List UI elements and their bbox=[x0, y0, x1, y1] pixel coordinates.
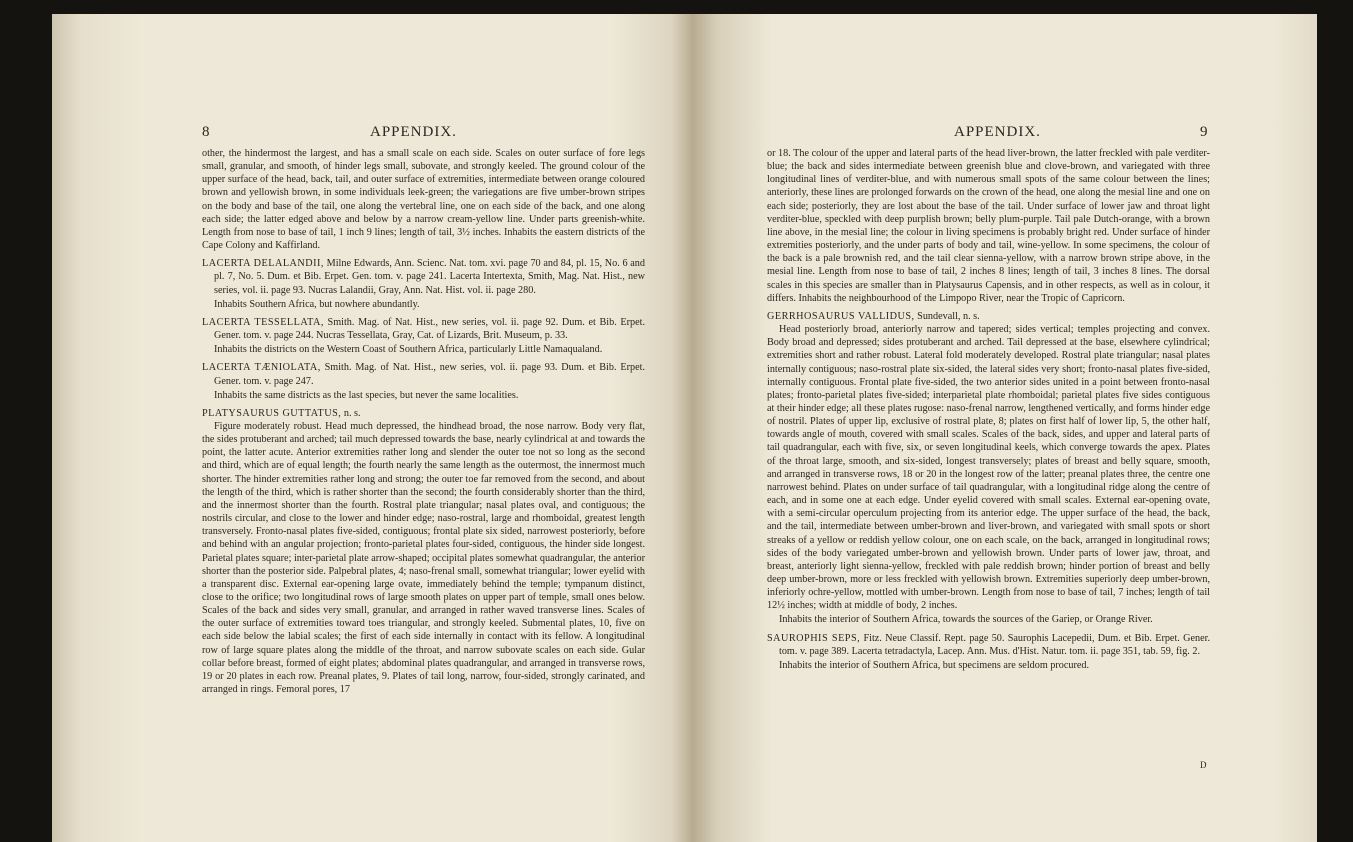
paragraph: or 18. The colour of the upper and lateral parts of the head liver-brown, the latter freckled with pale verditer-blue; the back and sides intermediate between greenish blue and clove-brown, and variegated with three longitudinal lines of verditer-blue, and with numerous small spots of the same colour between the lines; anteriorly, these lines are prolonged forwards on the crown of the head, one along the mesial line and one on each side; posteriorly, they are lost about the base of the tail. Under surface of lower jaw and throat light verditer-blue, speckled with deep purplish brown; belly plum-purple. Tail pale Dutch-orange, with a brown line above, in the mesial line; the colour in living specimens is probably bright red. Under surface of hinder extremities posteriorly, and the under parts of body and tail, wine-yellow. In some specimens, the colour of the back is a pale brownish red, and the tail clear sienna-yellow, with a narrow brown stripe above, in the mesial line. Length from nose to base of tail, 2 inches 8 lines; length of tail, 3 inches 8 lines. The dorsal scales in this species are smaller than in Platysaurus Capensis, and in other respects, as well as in colour, it differs. Inhabits the neighbourhood of the Limpopo River, near the Tropic of Capricorn. bbox=[767, 148, 1210, 304]
species-name: GERRHOSAURUS VALLIDUS, bbox=[767, 310, 915, 322]
left-running-title: APPENDIX. bbox=[370, 124, 457, 140]
signature-mark: D bbox=[1200, 760, 1207, 770]
species-citation: Smith. Mag. of Nat. Hist., new series, vol. ii. page 92. Dum. et Bib. Erpet. Gener. tom. v. page 244. Nucras Tessellata, Gray, Cat. of Lizards, Brit. Museum, p. 33. bbox=[214, 316, 645, 342]
left-page-number: 8 bbox=[202, 124, 211, 140]
left-page-text bbox=[202, 147, 645, 696]
species-entry bbox=[767, 632, 1210, 658]
book-spread bbox=[52, 14, 1317, 842]
habitat-line: Inhabits the districts on the Western Coast of Southern Africa, particularly Little Namaqualand. bbox=[214, 344, 603, 356]
species-citation: Smith. Mag. of Nat. Hist., new series, vol. ii. page 93. Dum. et Bib. Erpet. Gener. tom. v. page 247. bbox=[214, 362, 645, 387]
paragraph: other, the hindermost the largest, and has a small scale on each side. Scales on outer surface of fore legs small, granular, and smooth, of hinder legs small, subovate, and strongly keeled. The ground colour of the upper surface of the head, back, tail, and outer surface of extremities, intermediate between orange coloured brown and yellowish brown, in some individuals leek-green; the variegations are five umber-brown stripes on the body and base of the tail, one along the vertebral line, one on each side of the back, and one along each side; the latter edged above and below by a narrow cream-yellow line. Under parts greenish-white. Length from nose to base of tail, 1 inch 9 lines; length of tail, 3½ inches. Inhabits the eastern districts of the Cape Colony and Kaffirland. bbox=[202, 148, 645, 252]
left-page bbox=[52, 14, 692, 842]
species-entry bbox=[202, 316, 645, 342]
habitat-line: Inhabits Southern Africa, but nowhere abundantly. bbox=[214, 298, 420, 310]
right-running-title: APPENDIX. bbox=[954, 124, 1041, 140]
species-citation: Milne Edwards, Ann. Scienc. Nat. tom. xvi. page 70 and 84, pl. 15, No. 6 and pl. 7, No. 5. Dum. et Bib. Erpet. Gen. tom. v. page 241. Lacerta Intertexta, Smith, Mag. Nat. Hist., new series, vol. ii. page 93. Nucras Lalandii, Gray, Ann. Nat. Hist. vol. ii. page 280. bbox=[214, 258, 645, 296]
species-citation: n. s. bbox=[341, 407, 361, 419]
habitat-line: Inhabits the interior of Southern Africa, towards the sources of the Gariep, or Orange River. bbox=[779, 614, 1153, 626]
right-page-text bbox=[767, 147, 1210, 672]
description-paragraph: Figure moderately robust. Head much depressed, the hindhead broad, the nose narrow. Body very flat, the sides protuberant and arched; tail much depressed towards the base, nearly cylindrical at and towards the point, the latter acute. Anterior extremities rather long and slender the outer toe not so long as the second and third, which are of equal length; the fourth nearly the same length as the outermost, the innermost much shorter. The hinder extremities rather long and strong; the outer toe far removed from the second, and about the length of the third, which is rather shorter than the second; the fourth considerably shorter than the third, and the innermost shorter than the fourth. Rostral plate triangular; nasal plates oval, and contiguous; the nostrils circular, and close to the lower and hinder edge; naso-rostral, large and rhomboidal, greatest length transversely. Fronto-nasal plates five-sided, contiguous; frontal plate six sided, narrowest posteriorly, before and behind with an angular projection; fronto-parietal plates four-sided, contiguous, the hinder side longest. Parietal plates square; inter-parietal plate arrow-shaped; occipital plates somewhat quadrangular, the anterior shorter than the posterior side. Palpebral plates, 4; naso-frenal small, somewhat triangular; lower eyelid with a transparent disc. External ear-opening large ovate, immediately behind the temple; tympanum distinct, close to the orifice; two longitudinal rows of large smooth plates on upper part of temple, small ones below. Scales of the back and sides very small, granular, and arranged in rather waved transverse lines. Scales of the outer surface of extremities toward toes triangular, and strongly keeled. Submental plates, 10, five on each side below the labial scales; the first of each side internally in contact with its fellow. A longitudinal row of large square plates along the middle of the throat, and narrow subovate scales on each side. Gular collar before breast, formed of eight plates; abdominal plates quadrangular, and arranged in transverse rows, 19 or 20 plates in each row. Preanal plates, 9. Plates of tail long, narrow, four-sided, strongly carinated, and arranged in rings. Femoral pores, 17 bbox=[202, 420, 645, 696]
species-name: SAUROPHIS SEPS, bbox=[767, 632, 861, 644]
species-name: LACERTA TÆNIOLATA, bbox=[202, 362, 321, 374]
species-entry bbox=[202, 361, 645, 387]
species-name: LACERTA DELALANDII, bbox=[202, 258, 324, 270]
right-page bbox=[692, 14, 1317, 842]
species-name: LACERTA TESSELLATA, bbox=[202, 316, 324, 328]
species-citation: Fitz. Neue Classif. Rept. page 50. Saurophis Lacepedii, Dum. et Bib. Erpet. Gener. tom. v. page 389. Lacerta tetradactyla, Lacep. Ann. Mus. d'Hist. Natur. tom. ii. page 351, tab. 59, fig. 2. bbox=[779, 632, 1210, 657]
habitat-line: Inhabits the interior of Southern Africa, but specimens are seldom procured. bbox=[779, 659, 1090, 671]
species-citation: Sundevall, n. s. bbox=[914, 310, 980, 322]
species-name: PLATYSAURUS GUTTATUS, bbox=[202, 407, 342, 419]
species-entry bbox=[202, 407, 645, 420]
right-page-number: 9 bbox=[1200, 124, 1209, 140]
species-entry bbox=[202, 257, 645, 296]
habitat-line: Inhabits the same districts as the last species, but never the same localities. bbox=[214, 389, 519, 401]
species-entry bbox=[767, 310, 1210, 323]
description-paragraph: Head posteriorly broad, anteriorly narrow and tapered; sides vertical; temples projecting and convex. Body broad and depressed; sides protuberant and arched. Tail depressed at the base, elsewhere cylindrical; extremities short and rather robust. Lateral fold moderately developed. Rostral plate triangular; nasal plates internally contiguous; naso-rostral plate six-sided, the lateral sides very short; fronto-nasal plates five-sided, internally contiguous. Frontal plate five-sided, the two anterior sides united in a point between fronto-nasal plates; fronto-parietal plates five-sided; interparietal plate rhomboidal; parietal plates five sides contiguous at their hinder edge; all these plates rugose: naso-frenal narrow, lengthened vertically, and forms hinder edge of nostril. Plates of upper lip, exclusive of rostral plate, 8; plates on first half of lower lip, 5, the other half, towards angle of mouth, covered with small scales. Scales of the back, sides, and upper and lateral parts of tail quadrangular, each with five, six, or seven longitudinal keels, which converge towards the apex. Plates of the throat large, smooth, and six-sided, longest transversely; plates of breast and belly square, smooth, and arranged in transverse rows, 18 or 20 in the longest row of the latter; preanal plates three, the centre one narrowest behind. Plates on under surface of tail quadrangular, with a longitudinal ridge along the centre of each, and in some one at each edge. Under eyelid covered with small scales. External ear-opening ovate, with a semi-circular operculum projecting from its anterior edge. The upper surface of the head, the back, and the tail, intermediate between umber-brown and liver-brown, and variegated with small spots or short streaks of a yellow or reddish yellow colour, one on each scale, on the back, arranged in longitudinal rows; sides of the body variegated umber-brown and yellowish brown. Under parts of lower jaw, throat, and breast, anteriorly light sienna-yellow, freckled with pale reddish brown; hinder portion of breast and belly deep umber-brown, more or less freckled with yellowish brown. Extremities superiorly deep umber-brown, inferiorly ochre-yellow, mottled with umber-brown. Length from nose to base of tail, 7 inches; length of tail 12½ inches; width at middle of body, 2 inches. bbox=[767, 324, 1210, 612]
